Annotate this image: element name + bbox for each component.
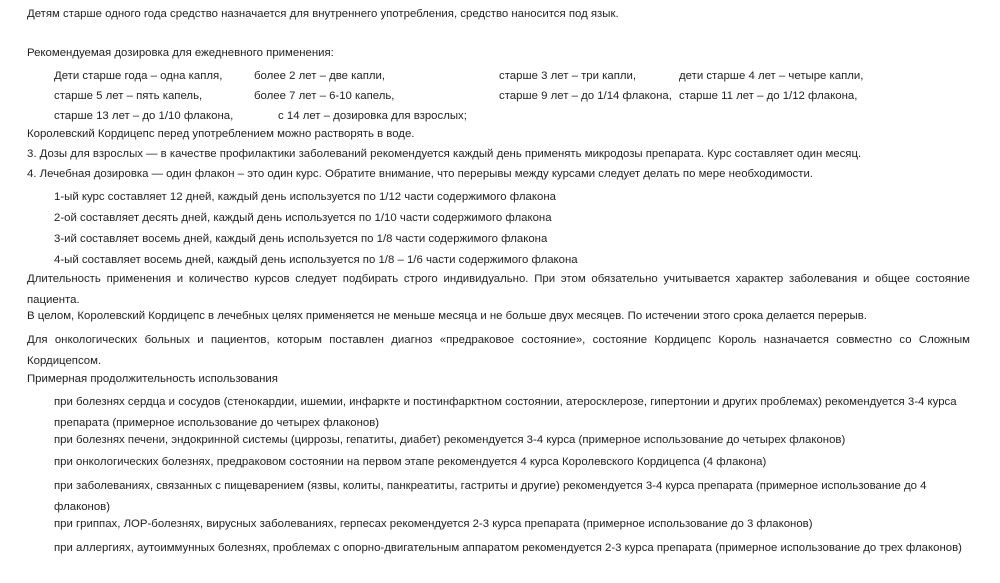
table-row <box>54 86 974 106</box>
general-paragraph: В целом, Королевский Кордицепс в лечебных целях применяется не меньше месяца и не больше двух месяцев. По истечении этого срока делается перерыв. <box>27 310 867 322</box>
usage-item: при гриппах, ЛОР-болезнях, вирусных заболеваниях, герпесах рекомендуется 2-3 курса препарата (примерное использование до 3 флаконов) <box>54 518 813 530</box>
dosage-cell: старше 3 лет – три капли, <box>499 70 637 82</box>
course-item: 4-ый составляет восемь дней, каждый день используется по 1/8 – 1/6 части содержимого флакона <box>54 254 578 266</box>
dosage-cell <box>679 106 974 126</box>
usage-item: при болезнях печени, эндокринной системы (циррозы, гепатиты, диабет) рекомендуется 3-4 курса (примерное использование до четырех флаконов) <box>54 434 846 446</box>
item-4-therapeutic-dose: 4. Лечебная дозировка — один флакон – это один курс. Обратите внимание, что перерывы между курсами следует делать по мере необходимости. <box>27 168 813 180</box>
dosage-cell: старше 9 лет – до 1/14 флакона, <box>499 90 672 102</box>
dosage-cell: более 2 лет – две капли, <box>254 70 386 82</box>
dosage-cell <box>499 106 679 126</box>
item-3-adult-doses: 3. Дозы для взрослых — в качестве профилактики заболеваний рекомендуется каждый день применять микродозы препарата. Курс составляет один месяц. <box>27 148 862 160</box>
dosage-table <box>54 66 974 126</box>
dosage-cell: старше 5 лет – пять капель, <box>54 90 203 102</box>
oncology-paragraph: Для онкологических больных и пациентов, которым поставлен диагноз «предраковое состояние», состояние Кордицепс Король назначается совместно со Сложным Кордицепсом. <box>27 334 970 367</box>
usage-item: при болезнях сердца и сосудов (стенокардии, ишемии, инфаркте и постинфарктном состоянии, атеросклерозе, гипертонии и других проблемах) рекомендуется 3-4 курса препарата (примерное использование до четырех флаконов) <box>54 396 957 429</box>
dosage-cell: дети старше 4 лет – четыре капли, <box>679 70 864 82</box>
dosage-cell: Дети старше года – одна капля, <box>54 70 223 82</box>
course-item: 2-ой составляет десять дней, каждый день используется по 1/10 части содержимого флакона <box>54 212 552 224</box>
dosage-cell: старше 13 лет – до 1/10 флакона, <box>54 110 234 122</box>
dosage-heading: Рекомендуемая дозировка для ежедневного применения: <box>27 47 334 59</box>
usage-item: при заболеваниях, связанных с пищеварением (язвы, колиты, панкреатиты, гастриты и другие) рекомендуется 3-4 курса препарата (примерное использование до 4 флаконов) <box>54 480 927 513</box>
table-row <box>54 106 974 126</box>
course-item: 3-ий составляет восемь дней, каждый день используется по 1/8 части содержимого флакона <box>54 233 548 245</box>
dosage-cell: более 7 лет – 6-10 капель, <box>254 90 395 102</box>
usage-item: при аллергиях, аутоиммунных болезнях, проблемах с опорно-двигательным аппаратом рекомендуется 2-3 курса препарата (примерное использование до трех флаконов) <box>54 542 962 554</box>
dosage-cell: с 14 лет – дозировка для взрослых; <box>278 110 467 122</box>
table-row <box>54 66 974 86</box>
approx-duration-heading: Примерная продолжительность использования <box>27 373 278 385</box>
duration-paragraph: Длительность применения и количество курсов следует подбирать строго индивидуально. При этом обязательно учитывается характер заболевания и общее состояние пациента. <box>27 273 970 306</box>
usage-item: при онкологических болезнях, предраковом состоянии на первом этапе рекомендуется 4 курса Королевского Кордицепса (4 флакона) <box>54 456 767 468</box>
dosage-cell: старше 11 лет – до 1/12 флакона, <box>679 90 858 102</box>
course-item: 1-ый курс составляет 12 дней, каждый день используется по 1/12 части содержимого флакона <box>54 191 556 203</box>
dissolve-note: Королевский Кордицепс перед употреблением можно растворять в воде. <box>27 128 415 140</box>
intro-line: Детям старше одного года средство назначается для внутреннего употребления, средство наносится под язык. <box>27 8 619 20</box>
